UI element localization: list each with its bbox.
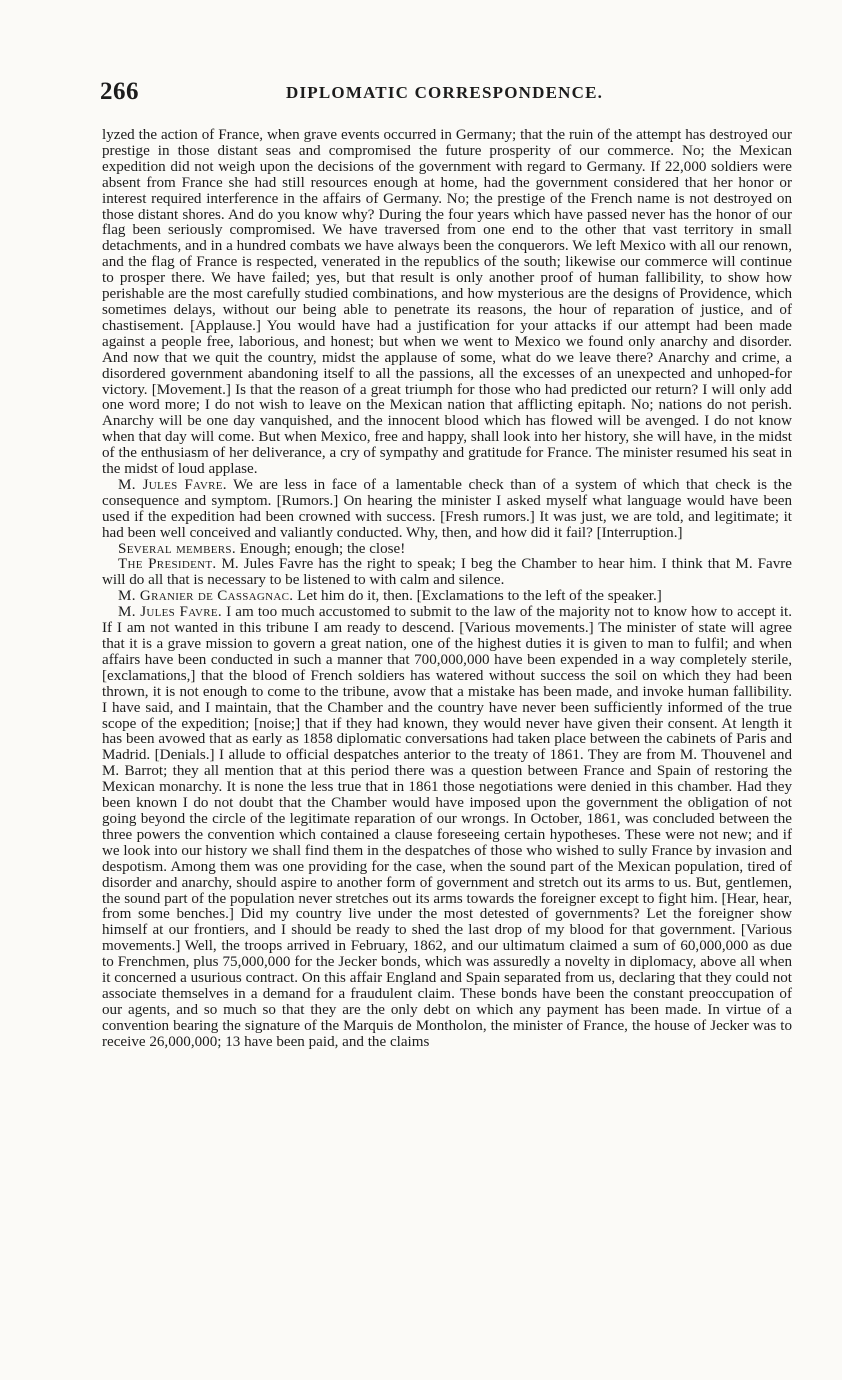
paragraph-text: We are less in face of a lamentable check than of a system of which that check is the consequence and symptom. [Rumors.] On hearing the minister I asked myself what language would have been used if the expedition had been crowned with success. [Fresh rumors.] It was just, we are told, and legitimate; it had been well conceived and valiantly conducted. Why, then, and how did it fail? [Interruption.] (102, 476, 792, 541)
speaker-name: Several members. (118, 540, 236, 557)
paragraph (102, 605, 792, 1050)
paragraph (102, 589, 792, 605)
paragraph (102, 478, 792, 542)
page-header (100, 78, 792, 104)
page-number: 266 (100, 78, 139, 105)
speaker-name: M. Jules Favre. (118, 476, 227, 493)
paragraph-text: M. Jules Favre has the right to speak; I beg the Chamber to hear him. I think that M. Favre will do all that is necessary to be listened to with calm and silence. (102, 556, 792, 589)
paragraph (102, 557, 792, 589)
paragraph (102, 542, 792, 558)
speaker-name: The President. (118, 556, 217, 573)
paragraph-text: Let him do it, then. [Exclamations to the left of the speaker.] (297, 588, 662, 605)
paragraph (102, 128, 792, 478)
running-head-title: DIPLOMATIC CORRESPONDENCE. (286, 83, 604, 102)
paragraph-text: Enough; enough; the close! (239, 540, 406, 557)
speaker-name: M. Granier de Cassagnac. (118, 588, 294, 605)
paragraph-text: lyzed the action of France, when grave events occurred in Germany; that the ruin of the attempt has destroyed our prestige in those distant seas and compromised the future prosperity of our commerce. No; the Mexican expedition did not weigh upon the decisions of the government with regard to Germany. If 22,000 soldiers were absent from France she had still resources enough at home, had the government considered that her honor or interest required interference in the affairs of Germany. No; the prestige of the French name is not destroyed on those distant shores. And do you know why? During the four years which have passed never has the honor of our flag been seriously compromised. We have traversed from one end to the other that vast territory in small detachments, and in a hundred combats we have always been the conquerors. We left Mexico with all our renown, and the flag of France is respected, venerated in the republics of the south; likewise our commerce will continue to prosper there. We have failed; yes, but that result is only another proof of human fallibility, to show how perishable are the most carefully studied combinations, and how mysterious are the designs of Providence, which sometimes delays, without our being able to penetrate its reasons, the hour of reparation of justice, and of chastisement. [Applause.] You would have had a justification for your attacks if our attempt had been made against a people free, laborious, and honest; but when we went to Mexico we found only anarchy and disorder. And now that we quit the country, midst the applause of some, what do we leave there? Anarchy and crime, a disordered government abandoning itself to all the passions, all the excesses of an unexpected and unhoped-for victory. [Movement.] Is that the reason of a great triumph for those who had predicted our return? I will only add one word more; I do not wish to leave on the Mexican nation that afflicting epitaph. No; nations do not perish. Anarchy will be one day vanquished, and the innocent blood which has flowed will be avenged. I do not know when that day will come. But when Mexico, free and happy, shall look into her history, she will have, in the midst of the enthusiasm of her deliverance, a cry of sympathy and gratitude for France. The minister resumed his seat in the midst of loud applase. (102, 127, 792, 478)
speaker-name: M. Jules Favre. (118, 604, 223, 621)
paragraph-text: I am too much accustomed to submit to the law of the majority not to know how to accept it. If I am not wanted in this tribune I am ready to descend. [Various movements.] The minister of state will agree that it is a grave mission to govern a great nation, one of the highest duties it is given to man to fulfil; and when affairs have been conducted in such a manner that 700,000,000 have been expended in a way completely sterile, [exclamations,] that the blood of French soldiers has watered without success the soil on which they had been thrown, it is not enough to come to the tribune, avow that a mistake has been made, and invoke human fallibility. I have said, and I maintain, that the Chamber and the country have never been sufficiently informed of the true scope of the expedition; [noise;] that if they had known, they would never have given their consent. At length it has been avowed that as early as 1858 diplomatic conversations had taken place between the cabinets of Paris and Madrid. [Denials.] I allude to official despatches anterior to the treaty of 1861. They are from M. Thouvenel and M. Barrot; they all mention that at this period there was a question between France and Spain of restoring the Mexican monarchy. It is none the less true that in 1861 those negotiations were denied in this chamber. Had they been known I do not doubt that the Chamber would have imposed upon the government the obligation of not going beyond the circle of the legitimate reparation of our wrongs. In October, 1861, was concluded between the three powers the convention which contained a clause foreseeing certain hypotheses. These were not new; and if we look into our history we shall find them in the despatches of those who wished to sully France by invasion and despotism. Among them was one providing for the case, when the sound part of the Mexican population, tired of disorder and anarchy, should aspire to another form of government and stretch out its arms to us. But, gentlemen, the sound part of the population never stretches out its arms towards the foreigner except to fight him. [Hear, hear, from some benches.] Did my country live under the most detested of governments? Let the foreigner show himself at our frontiers, and I should be ready to shed the last drop of my blood for that government. [Various movements.] Well, the troops arrived in February, 1862, and our ultimatum claimed a sum of 60,000,000 as due to Frenchmen, plus 75,000,000 for the Jecker bonds, which was assuredly a novelty in diplomacy, above all when it concerned a usurious contract. On this affair England and Spain separated from us, declaring that they could not associate themselves in a demand for a fraudulent claim. These bonds have been the constant preoccupation of our agents, and so much so that they are the only debt on which any payment has been made. In virtue of a convention bearing the signature of the Marquis de Montholon, the minister of France, the house of Jecker was to receive 26,000,000; 13 have been paid, and the claims (102, 604, 792, 1050)
document-body (102, 128, 792, 1051)
